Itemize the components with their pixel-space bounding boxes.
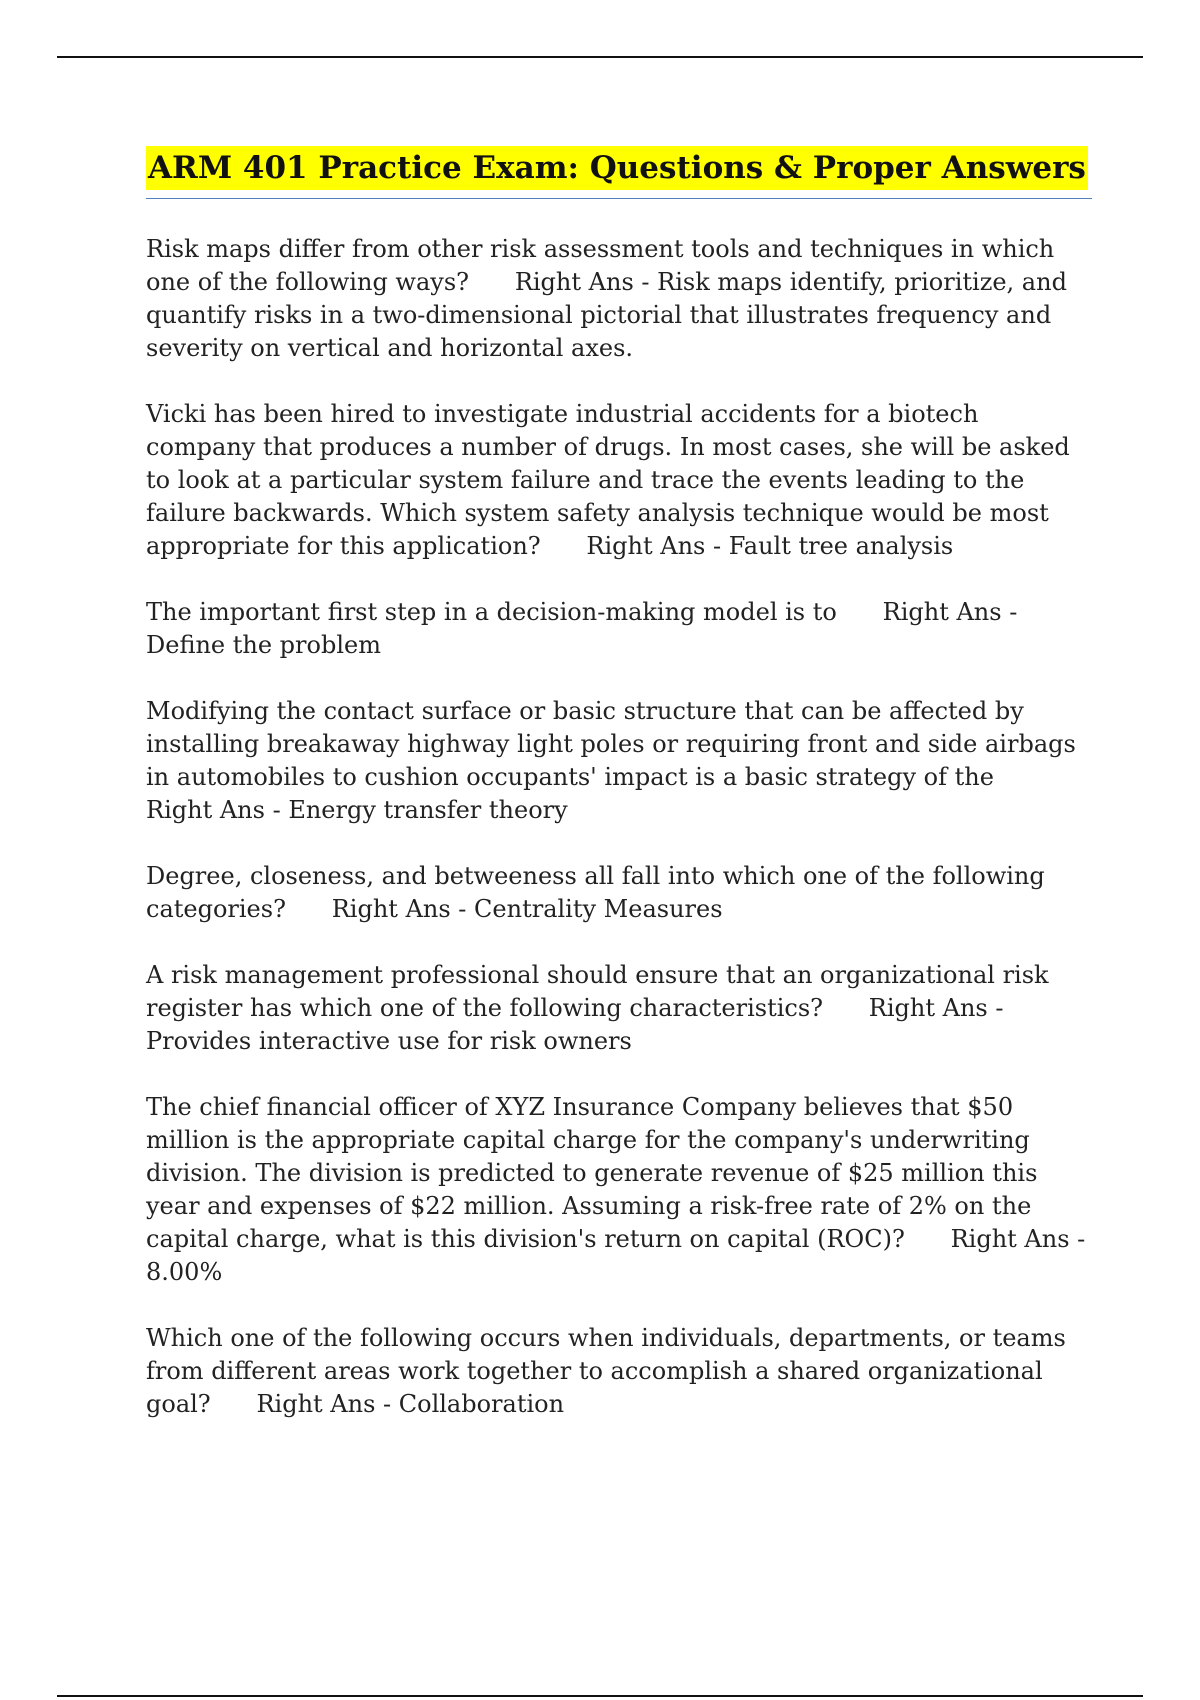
qa-item [146, 695, 1092, 827]
answer-prefix: Right Ans - [586, 532, 729, 560]
question-text: Degree, closeness, and betweeness all fall into which one of the following categories? [146, 862, 1045, 923]
answer-text: Centrality Measures [474, 895, 723, 923]
question-text: Which one of the following occurs when individuals, departments, or teams from different areas work together to accomplish a shared organizational goal? [146, 1324, 1066, 1418]
answer-text: 8.00% [146, 1258, 223, 1286]
question-text: Modifying the contact surface or basic structure that can be affected by installing breakaway highway light poles or requiring front and side airbags in automobiles to cushion occupants' impact is a basic strategy of the [146, 697, 1076, 791]
document-body [146, 146, 1092, 1454]
qa-item [146, 233, 1092, 365]
qa-item [146, 1091, 1092, 1289]
answer-text: Collaboration [398, 1390, 565, 1418]
question-text: A risk management professional should ensure that an organizational risk register has which one of the following characteristics? [146, 961, 1049, 1022]
answer-prefix: Right Ans - [146, 796, 289, 824]
answer-prefix: Right Ans - [256, 1390, 399, 1418]
answer-text: Risk maps identify, prioritize, and quantify risks in a two-dimensional pictorial that illustrates frequency and severity on vertical and horizontal axes. [146, 268, 1067, 362]
question-text: The chief financial officer of XYZ Insurance Company believes that $50 million is the appropriate capital charge for the company's underwriting division. The division is predicted to generate revenue of $25 million this year and expenses of $22 million. Assuming a risk-free rate of 2% on the capital charge, what is this division's return on capital (ROC)? [146, 1093, 1038, 1253]
footer-rule [57, 1695, 1143, 1697]
document-title: ARM 401 Practice Exam: Questions & Proper Answers [146, 146, 1088, 190]
answer-text: Define the problem [146, 631, 381, 659]
answer-prefix: Right Ans - [882, 598, 1018, 626]
answer-text: Energy transfer theory [288, 796, 568, 824]
question-text: Risk maps differ from other risk assessment tools and techniques in which one of the following ways? [146, 235, 1055, 296]
answer-prefix: Right Ans - [331, 895, 475, 923]
question-text: The important first step in a decision-making model is to [146, 598, 837, 626]
answer-prefix: Right Ans - [514, 268, 658, 296]
qa-item [146, 1322, 1092, 1421]
title-block [146, 146, 1092, 199]
qa-item [146, 596, 1092, 662]
qa-item [146, 398, 1092, 563]
header-rule [57, 56, 1143, 58]
answer-text: Fault tree analysis [728, 532, 954, 560]
qa-item [146, 860, 1092, 926]
qa-list [146, 233, 1092, 1421]
qa-item [146, 959, 1092, 1058]
answer-prefix: Right Ans - [868, 994, 1004, 1022]
answer-prefix: Right Ans - [950, 1225, 1086, 1253]
answer-text: Provides interactive use for risk owners [146, 1027, 632, 1055]
question-text: Vicki has been hired to investigate industrial accidents for a biotech company that produces a number of drugs. In most cases, she will be asked to look at a particular system failure and trace the events leading to the failure backwards. Which system safety analysis technique would be most appropriate for this application? [146, 400, 1070, 560]
